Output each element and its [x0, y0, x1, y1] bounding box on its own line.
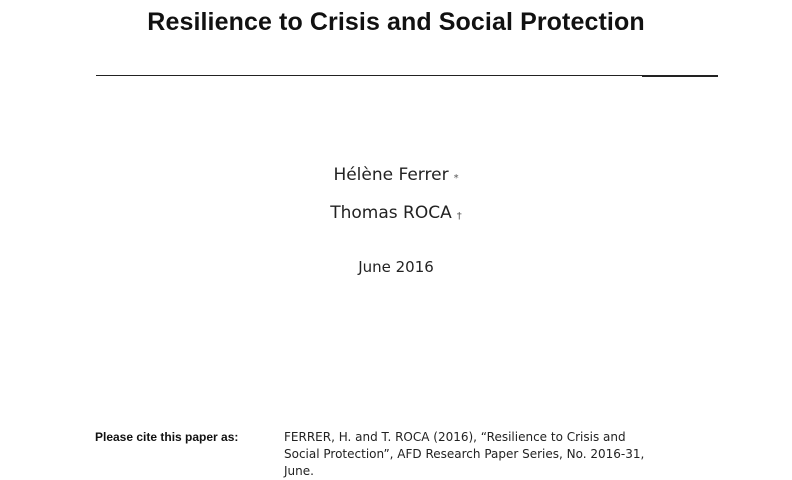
- citation-text: FERRER, H. and T. ROCA (2016), “Resilience to Crisis and Social Protection”, AFD Research Paper Series, No. 2016-31, June.: [284, 430, 645, 478]
- author-2-name: Thomas ROCA: [330, 203, 452, 223]
- title-divider-accent: [642, 75, 718, 77]
- author-2-footnote-mark[interactable]: †: [456, 211, 462, 222]
- citation-label: Please cite this paper as:: [95, 430, 239, 444]
- author-1-footnote-mark[interactable]: *: [453, 173, 459, 184]
- title-divider: [96, 75, 718, 76]
- author-1: [0, 165, 792, 185]
- publication-date: June 2016: [358, 258, 434, 276]
- author-1-name: Hélène Ferrer: [333, 165, 449, 185]
- paper-title: Resilience to Crisis and Social Protection: [147, 8, 645, 36]
- author-2: [0, 203, 792, 223]
